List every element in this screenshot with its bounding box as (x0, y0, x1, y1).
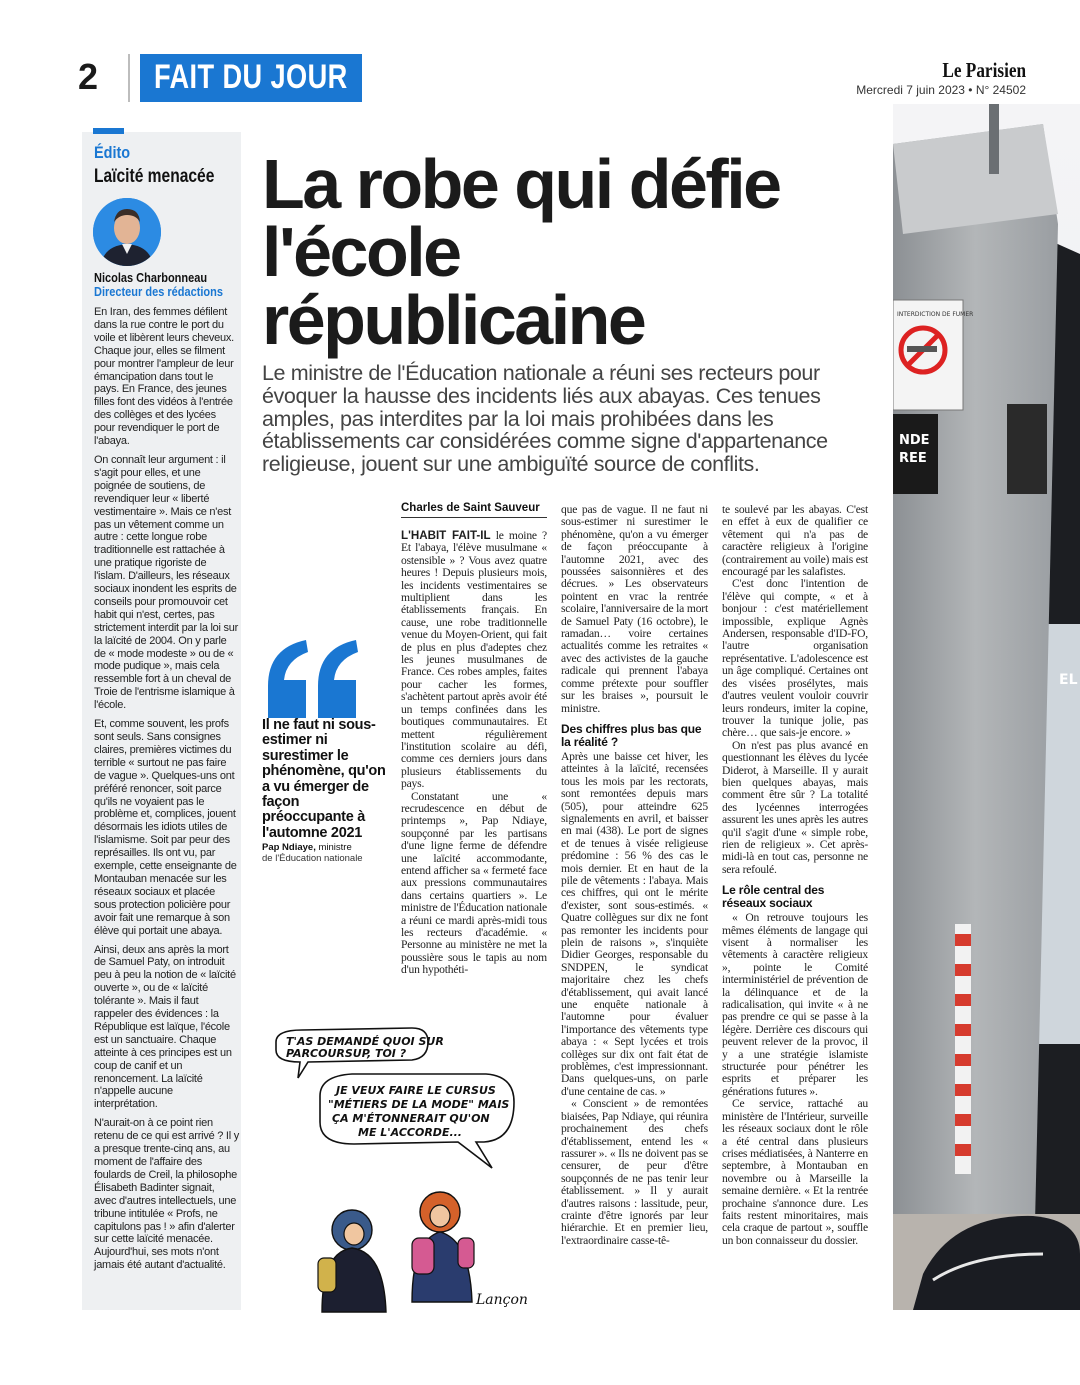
article-paragraph: te soulevé par les abayas. C'est en effet à eux de qualifier ce vêtement qui n'a pas de caractère religieux à l'origine (contrairement au voile) mais est encouragé par les salafistes. (722, 503, 868, 579)
edito-kicker: Édito (94, 143, 131, 162)
article-column-1 (401, 530, 547, 977)
cartoon-girl-right (412, 1192, 474, 1302)
edito-tab-marker (93, 128, 124, 134)
bubble1-line2: PARCOURSUP, TOI ? (286, 1047, 407, 1060)
article-column-3 (722, 504, 868, 1247)
cartoon-girl-left (318, 1210, 386, 1312)
photo-drawing (893, 104, 1080, 1310)
bubble1-line1: T'AS DEMANDÉ QUOI SUR (286, 1035, 444, 1048)
photo-side-text: EL (1059, 672, 1078, 688)
edito-title: Laïcité menacée (94, 166, 215, 187)
article-paragraph: que pas de vague. Il ne faut ni sous-estimer ni surestimer le phénomène, qu'on a vu émerger de façon préoccupante à l'automne 2021, avec des poussées saisonnières et des décrues. » Les observateurs pointent en vrac la rentrée scolaire, l'anniversaire de la mort de Samuel Paty (16 octobre), le ramadan… voire certaines actualités comme les retraites « avec des activistes de la gauche radicale qui prennent l'abaya comme prétexte pour souffler sur les braises », poursuit le ministre. (561, 503, 708, 715)
lead-in: L'HABIT FAIT-IL (401, 529, 491, 542)
photo-sign-line2: NDE (899, 433, 930, 448)
article-paragraph: Ce service, rattaché au ministère de l'Intérieur, surveille les réseaux sociaux dont le rôle a été central dans plusieurs crises médiatisées, à Nanterre en septembre, à Montauban en novembre ou à Marseille la semaine dernière. « Et la rentrée prochaine s'annonce dure. Les faits restent minoritaires, mais cela craque de partout », souffle un bon connaisseur du dossier. (722, 1097, 868, 1247)
edito-body (94, 306, 239, 1278)
author-name: Nicolas Charbonneau (94, 271, 208, 285)
photo-sign-text: INTERDICTION DE FUMER (897, 311, 974, 318)
headline: La robe qui défie l'école républicaine (262, 145, 780, 359)
article-paragraph: « Conscient » de remontées biaisées, Pap Ndiaye, qui réunira prochainement des chefs d'établissement, entend les « rassurer ». « Ils ne doivent pas se censurer, de peur d'être soupçonnés de ne pas tenir leur établissement. » Il y aurait d'autres raisons : lassitude, peur, crainte d'être ignorés par leur hiérarchie. Et en premier lieu, l'extraordinaire casse-tê- (561, 1097, 708, 1247)
article-paragraph: Après une baisse cet hiver, les atteintes à la laïcité, recensées tous les mois par les rectorats, sont remontées depuis mars (505), pour atteindre 625 signalements en avril, et baisser en mai (438). Le port de signes et de tenues à visée religieuse prédomine : 56 % des cas le mois dernier. Et en haut de la pile de vêtements : l'abaya. Mais ces chiffres, qui ont le mérite d'exister, sont sous-estimés. « Quatre collègues sur dix ne font pas remonter les incidents pour plein de raisons », s'inquiète Didier Georges, responsable du SNDPEN, le syndicat majoritaire chez les chefs d'établissement, qui avait lancé une enquête nationale à l'automne pour évaluer l'importance des vêtements type abaya : « Sept lycées et trois collèges sur dix ont fait état de problèmes, c'est impressionnant. Dans quelques-uns, on parle d'une centaine de cas. » (561, 749, 708, 1098)
photo-sign-line3: REE (899, 451, 927, 466)
cartoon-signature: Lançon (476, 1292, 528, 1308)
article-paragraph: « On retrouve toujours les mêmes éléments de langage qui visent à normaliser les vêtements à caractère religieux », pointe le Comité interministériel de prévention de la délinquance et de la radicalisation, qui invite « à ne pas prendre ce qui se passe à la légère. Derrière ces discours qui peuvent relever de la provoc, il y a une stratégie islamiste structurée pour pénétrer les esprits et préparer les générations futures ». (722, 911, 868, 1098)
bubble2-line2: "MÉTIERS DE LA MODE" MAIS (328, 1098, 510, 1111)
cartoon (262, 1012, 546, 1314)
striped-pole (955, 924, 971, 1174)
header-divider (128, 54, 130, 102)
quote-mark-icon (262, 640, 362, 718)
article-paragraph (401, 530, 547, 791)
article-paragraph: On n'est pas plus avancé en questionnant les élèves du lycée Diderot, à Marseille. Il y aurait bien quelques abayas, mais comment être sûr ? La totalité des lycéennes interrogées assurent les unes après les autres qu'il s'agit d'une « simple robe, rien de religieux ». Cet après-midi-là en tout cas, personne ne sera refoulé. (722, 738, 868, 876)
subheading: Le rôle central des réseaux sociaux (722, 883, 825, 911)
bubble2-line1: JE VEUX FAIRE LE CURSUS (336, 1084, 496, 1097)
bubble2-line3: ÇA M'ÉTONNERAIT QU'ON (332, 1112, 490, 1125)
edito-paragraph: N'aurait-on à ce point rien retenu de ce qui est arrivé ? Il y a presque trente-cinq ans, au moment de l'affaire des foulards de Creil, la philosophe Élisabeth Badinter signait, avec d'autres intellectuels, une tribune intitulée « Profs, ne capitulons pas ! » afin d'alerter sur cette laïcité menacée. Aujourd'hui, ses mots n'ont jamais été autant d'actualité. (94, 1117, 239, 1272)
paragraph-text: le moine ? Et l'abaya, l'élève musulmane « ostensible » ? Vous avez quatre heures ! Depuis plusieurs mois, les incidents vestimentaires se multiplient dans les établissements français. En cause, une robe traditionnelle venue du Moyen-Orient, qui fait de plus en plus d'adeptes chez les jeunes musulmanes de France. Ces robes amples, faites pour cacher les formes, s'achètent partout après avoir été un temps confinées dans les boutiques communautaires. Et mettent régulièrement l'institution scolaire au défi, comme ces derniers jours dans plusieurs établissements du pays. (401, 529, 547, 791)
edito-paragraph: En Iran, des femmes défilent dans la rue contre le port du voile et libèrent leurs cheveux. Chaque jour, elles se filment pour montrer l'ampleur de leur émancipation dans tout le pays. En France, des jeunes filles font des vidéos à l'entrée des collèges et des lycées pour revendiquer le port de l'abaya. (94, 306, 234, 448)
article-paragraph: C'est donc l'intention de l'élève qui compte, « et à bonjour : c'est matériellement impossible, explique Agnès Andersen, responsable d'ID-FO, l'autre organisation représentative. L'adolescence est un âge compliqué. Certaines ont des visées prosélytes, mais d'autres veulent vouloir couvrir leurs rondeurs, imiter la copine, trouver la tunique jolie, pas chère… que sais-je encore. » (722, 577, 868, 740)
edito-paragraph: Et, comme souvent, les profs sont seuls. Sans consignes claires, premières victimes du terrible « surtout ne pas faire de vague ». Quelques-uns ont préféré renoncer, soit parce qu'ils ne voyaient pas le problème et, complices, jouent désormais les idiots utiles de l'islamisme. Soit par peur des représailles. Ils ont vu, par exemple, cette enseignante de Montauban menacée sur les réseaux sociaux et placée sous protection policière pour avoir fait une remarque à son élève qui portait une abaya. (94, 718, 237, 937)
byline: Charles de Saint Sauveur (401, 502, 540, 514)
edito-paragraph: On connaît leur argument : il s'agit pour elles, et une poignée de soutiens, de revendiquer leur « liberté vestimentaire ». Mais ce n'est pas un vêtement comme un autre : cette longue robe traditionnelle est rattachée à une pratique rigoriste de l'islam. D'ailleurs, les réseaux sociaux inondent les esprits de conseils pour promouvoir cet habit qui n'est, certes, pas strictement interdit par la loi sur la laïcité de 2004. On y parle de « mode modeste » ou de « mode pudique », mais cela ressemble fort à un cheval de Troie de l'entrisme islamique à l'école. (94, 453, 239, 712)
author-avatar (93, 198, 161, 266)
article-column-2 (561, 504, 708, 1247)
standfirst: Le ministre de l'Éducation nationale a réuni ses recteurs pour évoquer la hausse des incidents liés aux abayas. Ces tenues amples, pas interdites par la loi mais prohibées dans les établissements car considérées comme signe d'appartenance religieuse, jouent sur une ambiguïté source de conflits. (262, 361, 828, 477)
article-photo (893, 104, 1080, 1310)
bubble2-line4: ME L'ACCORDE... (358, 1126, 462, 1139)
section-title: FAIT DU JOUR (154, 58, 348, 96)
issue-date: Mercredi 7 juin 2023 • N° 24502 (856, 83, 1026, 97)
cartoon-drawing (262, 1012, 546, 1314)
newspaper-logo: Le Parisien (942, 58, 1026, 82)
page-number: 2 (78, 56, 99, 97)
pull-quote-role: ministre (318, 842, 352, 853)
author-portrait-icon (93, 198, 161, 266)
pull-quote-author (262, 842, 352, 853)
article-paragraph: Constatant une « recrudescence en début de printemps », Pap Ndiaye, soupçonné par les partisans d'une ligne ferme de défendre une laïcité accommodante, entend afficher sa « fermeté face aux pressions communautaires dans certains quartiers ». Le ministre de l'Éducation nationale a réuni ce mardi après-midi tous les recteurs d'académie. « Personne au ministère ne met la poussière sous le tapis au nom d'un hypothéti- (401, 789, 547, 977)
pull-quote-text: Il ne faut ni sous-estimer ni surestimer le phénomène, qu'on a vu émerger de façon préoccupante à l'automne 2021 (262, 717, 386, 841)
pull-quote-author-name: Pap Ndiaye, (262, 842, 316, 853)
byline-divider (401, 517, 547, 518)
pull-quote-role-line: de l'Éducation nationale (262, 853, 363, 864)
edito-paragraph: Ainsi, deux ans après la mort de Samuel Paty, on introduit peu à peu la notion de « laïcité ouverte », ou de « laïcité tolérante ». Mais il faut rappeler des évidences : la République est laïque, l'école est un sanctuaire. Chaque atteinte à ces principes est un coup de canif et un renoncement. La laïcité n'appelle aucune interprétation. (94, 943, 236, 1111)
author-role: Directeur des rédactions (94, 285, 224, 299)
subheading: Des chiffres plus bas que la réalité ? (561, 721, 702, 749)
